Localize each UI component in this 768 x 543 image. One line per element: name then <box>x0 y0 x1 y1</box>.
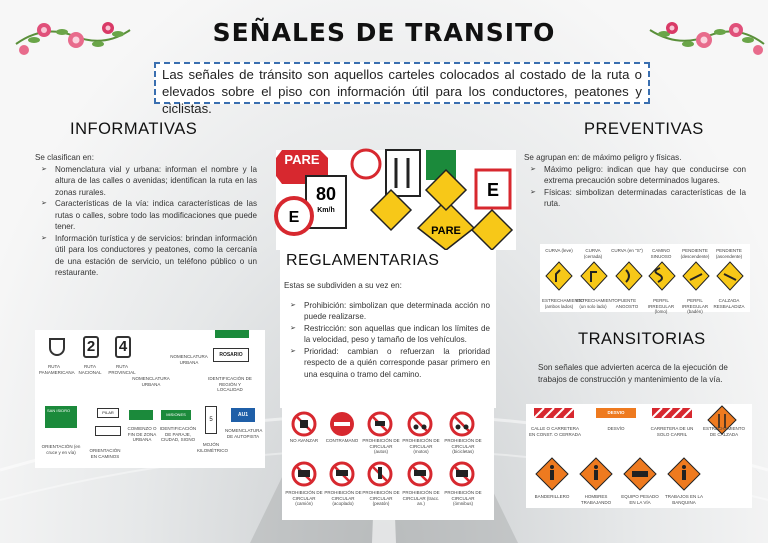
reglamentarias-panel <box>280 250 496 408</box>
sign-caption: ESTRECHAMIENTO DE CALZADA <box>703 426 745 437</box>
paraje-sign: MISIONES <box>161 410 191 420</box>
warning-diamond-icons <box>540 260 750 294</box>
list-item: ➢ Prohibición: simbolizan que determinada acción no puede realizarse. <box>284 300 490 323</box>
transitorias-title: TRANSITORIAS <box>578 330 706 348</box>
desvio-sign-text: DESVIO <box>607 410 625 415</box>
sign-caption: TRABAJOS EN LA BANQUINA <box>664 494 703 505</box>
sign-caption: NO AVANZAR <box>289 438 319 443</box>
sign-caption: PROHIBICIÓN DE CIRCULAR (motos) <box>402 438 440 454</box>
sign-label: SAN ISIDRO <box>47 408 71 413</box>
sign-caption: RUTA PANAMERICANA <box>39 364 75 375</box>
sign-caption: MOJÓN KILOMÉTRICO <box>197 442 229 453</box>
urban-zone-sign <box>129 410 153 420</box>
sign-caption: DESVÍO <box>607 426 625 431</box>
sign-caption: CALLE O CARRETERA EN CONST. O CERRADA <box>528 426 581 437</box>
sign-caption: CALZADA RESBALADIZA <box>713 298 745 309</box>
provincial-route-sign: 4 <box>115 336 131 358</box>
informativas-lead: Se clasifican en: <box>35 153 94 162</box>
preventivas-signs-panel <box>540 244 750 312</box>
list-item: ➢ Información turística y de servicios: brindan información útil para los conductores y peatones, como la cercanía de una estación de servicio, un teléfono público o un restaurante. <box>35 233 257 279</box>
sign-caption: PROHIBICIÓN DE CIRCULAR (ómnibus) <box>444 490 482 506</box>
sign-caption: PROHIBICIÓN DE CIRCULAR (acoplado) <box>324 490 362 506</box>
transitorias-signs-panel <box>526 404 752 508</box>
locality-sign: ROSARIO <box>213 348 249 362</box>
construction-signs-icons <box>526 404 752 508</box>
sign-caption: EQUIPO PESADO EN LA VÍA <box>621 494 659 505</box>
sign-caption: CAMINO SINUOSO <box>650 248 672 259</box>
arrow-sign <box>95 426 121 436</box>
urban-name-sign <box>215 330 249 338</box>
collage-pare-text: PARE <box>284 152 320 167</box>
sign-caption: RUTA NACIONAL <box>78 364 102 375</box>
sign-caption: BANDERILLERO <box>534 494 570 499</box>
sign-caption: ORIENTACIÓN (en cruce y en vía) <box>41 444 81 455</box>
sign-caption: HOMBRES TRABAJANDO <box>580 494 612 505</box>
sign-caption: CURVA (en "S") <box>611 248 643 253</box>
sign-caption: PENDIENTE (ascendente) <box>715 248 743 259</box>
sign-caption: ESTRECHAMIENTO (un solo lado) <box>576 298 618 309</box>
informativas-signs-panel <box>35 330 265 468</box>
flower-ornament-left <box>14 14 132 58</box>
sign-caption: PROHIBICIÓN DE CIRCULAR (peatón) <box>362 490 400 506</box>
list-item: ➢ Características de la vía: indica características de las rutas o calles, sobre todo las modificaciones que puede tener. <box>35 198 257 233</box>
intro-text-box: Las señales de tránsito son aquellos carteles colocados al costado de la ruta o elevados sobre el piso con información útil para los conductores, peatones y ciclistas. <box>154 62 650 104</box>
collage-speed-text: 80 <box>315 184 337 204</box>
sign-caption: IDENTIFICACIÓN DE PARAJE, CIUDAD, SIGNO <box>159 426 197 442</box>
list-item: ➢ Nomenclatura vial y urbana: informan el nombre y la altura de las calles o avenidas; identifican la ruta en las zonas rurales. <box>35 164 257 199</box>
sign-caption: PROHIBICIÓN DE CIRCULAR (tracc. an.) <box>402 490 440 506</box>
collage-e-text: E <box>288 209 300 226</box>
reglamentarias-text <box>284 280 490 380</box>
collage-e2-text: E <box>486 180 500 200</box>
sign-caption: PERFIL IRREGULAR (badén) <box>681 298 709 314</box>
direction-sign: PILAR <box>97 408 119 418</box>
sign-caption: CURVA (cerrada) <box>583 248 603 259</box>
preventivas-text <box>524 152 746 210</box>
sign-caption: NOMENCLATURA URBANA <box>132 376 170 387</box>
highway-sign: AU1 <box>231 408 255 422</box>
collage-unit-text: Km/h <box>317 207 335 214</box>
sign-caption: PERFIL IRREGULAR (lomo) <box>647 298 675 314</box>
informativas-title: INFORMATIVAS <box>70 120 198 138</box>
sign-caption: NOMENCLATURA URBANA <box>170 354 208 365</box>
sign-caption: IDENTIFICACIÓN DE REGIÓN Y LOCALIDAD <box>208 376 252 392</box>
sign-caption: PUENTE ANGOSTO <box>615 298 639 309</box>
reglamentarias-signs-panel <box>282 408 494 520</box>
sign-caption: CONTRAMANO <box>325 438 359 443</box>
reglamentarias-title: REGLAMENTARIAS <box>286 252 440 269</box>
page-title: SEÑALES DE TRANSITO <box>212 18 556 47</box>
sign-caption: NOMENCLATURA DE AUTOPISTA <box>225 428 263 439</box>
transitorias-text: Son señales que advierten acerca de la ejecución de trabajos de construcción y mantenimiento de la vía. <box>538 363 728 384</box>
sign-caption: ORIENTACIÓN EN CAMINOS <box>89 448 121 459</box>
list-item: ➢ Físicas: simbolizan determinadas características de la ruta. <box>524 187 746 210</box>
km-marker-sign: 5 <box>205 406 217 434</box>
sign-caption: PROHIBICIÓN DE CIRCULAR (autos) <box>362 438 400 454</box>
route-shield-icon <box>49 338 65 356</box>
sign-caption: PROHIBICIÓN DE CIRCULAR (bicicletas) <box>444 438 482 454</box>
list-item: ➢ Restricción: son aquellas que indican los límites de la velocidad, peso y tamaño de los vehículos. <box>284 323 490 346</box>
sign-caption: CARRETERA DE UN SOLO CARRIL <box>650 426 694 437</box>
preventivas-lead: Se agrupan en: de máximo peligro y físicas. <box>524 153 682 162</box>
sign-caption: PENDIENTE (descendente) <box>680 248 710 259</box>
list-item: ➢ Máximo peligro: indican que hay que conducirse con extrema precaución sobre determinados lugares. <box>524 164 746 187</box>
sign-caption: COMIENZO O FIN DE ZONA URBANA <box>127 426 157 442</box>
collage-pare-diamond-text: PARE <box>431 225 461 237</box>
traffic-signs-collage <box>276 150 516 250</box>
informativas-text <box>35 152 257 279</box>
sign-caption: RUTA PROVINCIAL <box>108 364 136 375</box>
orientation-sign <box>45 406 77 428</box>
sign-caption: PROHIBICIÓN DE CIRCULAR (camión) <box>285 490 323 506</box>
preventivas-title: PREVENTIVAS <box>584 120 704 138</box>
sign-caption: CURVA (leve) <box>545 248 573 253</box>
flower-ornament-right <box>648 14 766 58</box>
national-route-sign: 2 <box>83 336 99 358</box>
sign-caption: ESTRECHAMIENTO (ambos lados) <box>542 298 584 309</box>
list-item: ➢ Prioridad: cambian o refuerzan la prioridad respecto de a quién corresponde pasar primero en una esquina o tramo del camino. <box>284 346 490 381</box>
reglamentarias-lead: Estas se subdividen a su vez en: <box>284 281 402 290</box>
